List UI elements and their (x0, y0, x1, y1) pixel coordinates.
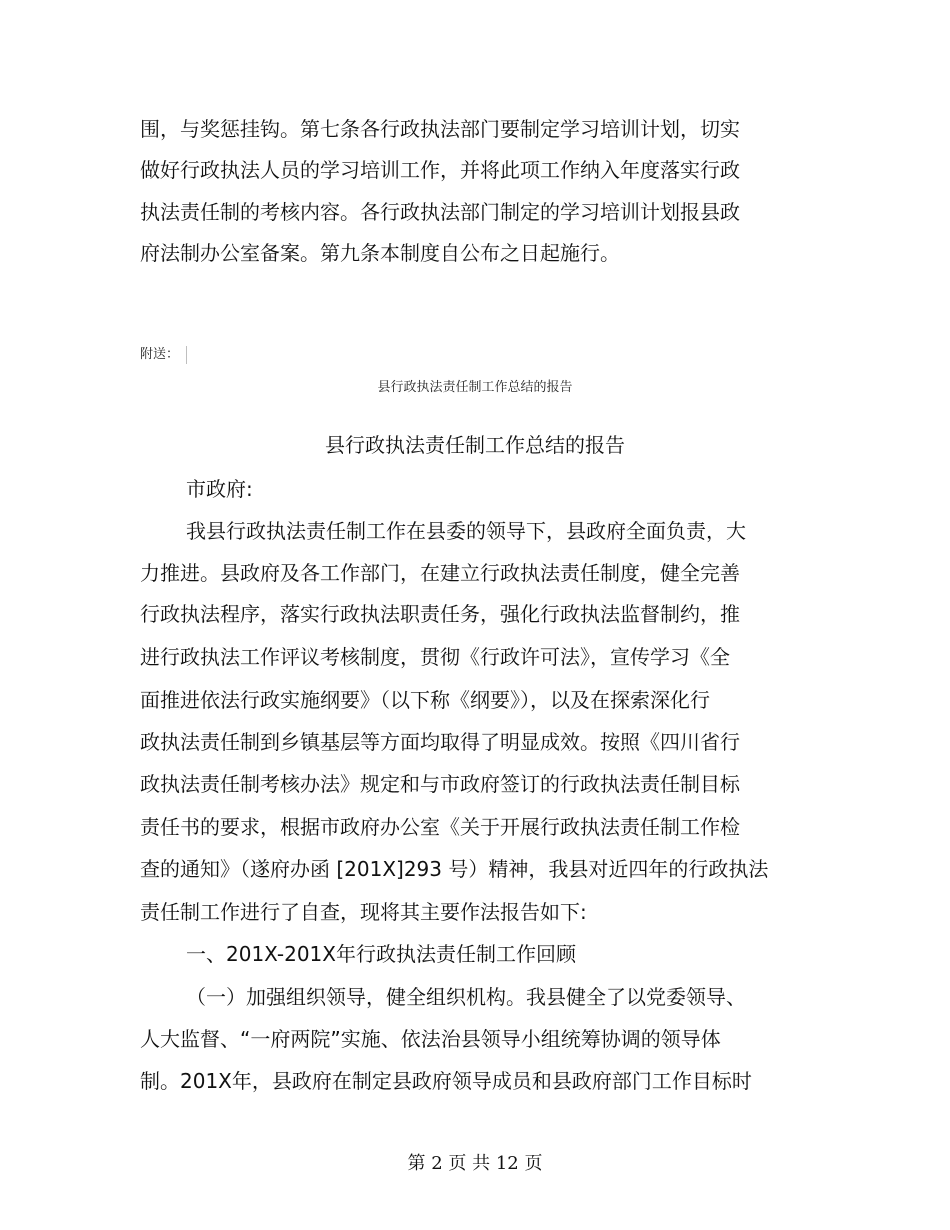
paragraph-line: 围，与奖惩挂钩。第七条各行政执法部门要制定学习培训计划，切实 (140, 117, 740, 141)
body-line: 责任书的要求，根据市政府办公室《关于开展行政执法责任制工作检 (140, 815, 740, 839)
body-line: 进行政执法工作评议考核制度，贯彻《行政许可法》，宣传学习《全 (140, 645, 730, 669)
body-line: 力推进。县政府及各工作部门，在建立行政执法责任制度，健全完善 (140, 561, 740, 585)
body-line: 我县行政执法责任制工作在县委的领导下，县政府全面负责，大 (186, 519, 746, 543)
body-line: （一）加强组织领导，健全组织机构。我县健全了以党委领导、 (186, 985, 746, 1009)
attachment-title: 县行政执法责任制工作总结的报告 (377, 380, 573, 395)
body-line: 制。201X年，县政府在制定县政府领导成员和县政府部门工作目标时 (140, 1069, 752, 1093)
report-title: 县行政执法责任制工作总结的报告 (325, 433, 625, 457)
body-line: 查的通知》（遂府办函 [201X]293 号）精神，我县对近四年的行政执法 (140, 857, 769, 881)
paragraph-line: 府法制办公室备案。第九条本制度自公布之日起施行。 (140, 241, 620, 265)
body-line: 责任制工作进行了自查，现将其主要作法报告如下: (140, 900, 587, 924)
body-line: 面推进依法行政实施纲要》（以下称《纲要》），以及在探索深化行 (140, 688, 710, 712)
body-line: 行政执法程序，落实行政执法职责任务，强化行政执法监督制约，推 (140, 602, 740, 626)
paragraph-line: 做好行政执法人员的学习培训工作，并将此项工作纳入年度落实行政 (140, 158, 740, 182)
paragraph-line: 执法责任制的考核内容。各行政执法部门制定的学习培训计划报县政 (140, 200, 740, 224)
section-heading: 一、201X-201X年行政执法责任制工作回顾 (186, 942, 576, 966)
body-line: 人大监督、“一府两院”实施、依法治县领导小组统筹协调的领导体 (140, 1027, 721, 1051)
page-number-footer: 第 2 页 共 12 页 (407, 1153, 543, 1174)
body-line: 政执法责任制考核办法》规定和与市政府签订的行政执法责任制目标 (140, 772, 740, 796)
salutation: 市政府: (186, 477, 253, 501)
attachment-label: 附送： (140, 347, 180, 362)
body-line: 政执法责任制到乡镇基层等方面均取得了明显成效。按照《四川省行 (140, 730, 740, 754)
divider (186, 346, 187, 364)
